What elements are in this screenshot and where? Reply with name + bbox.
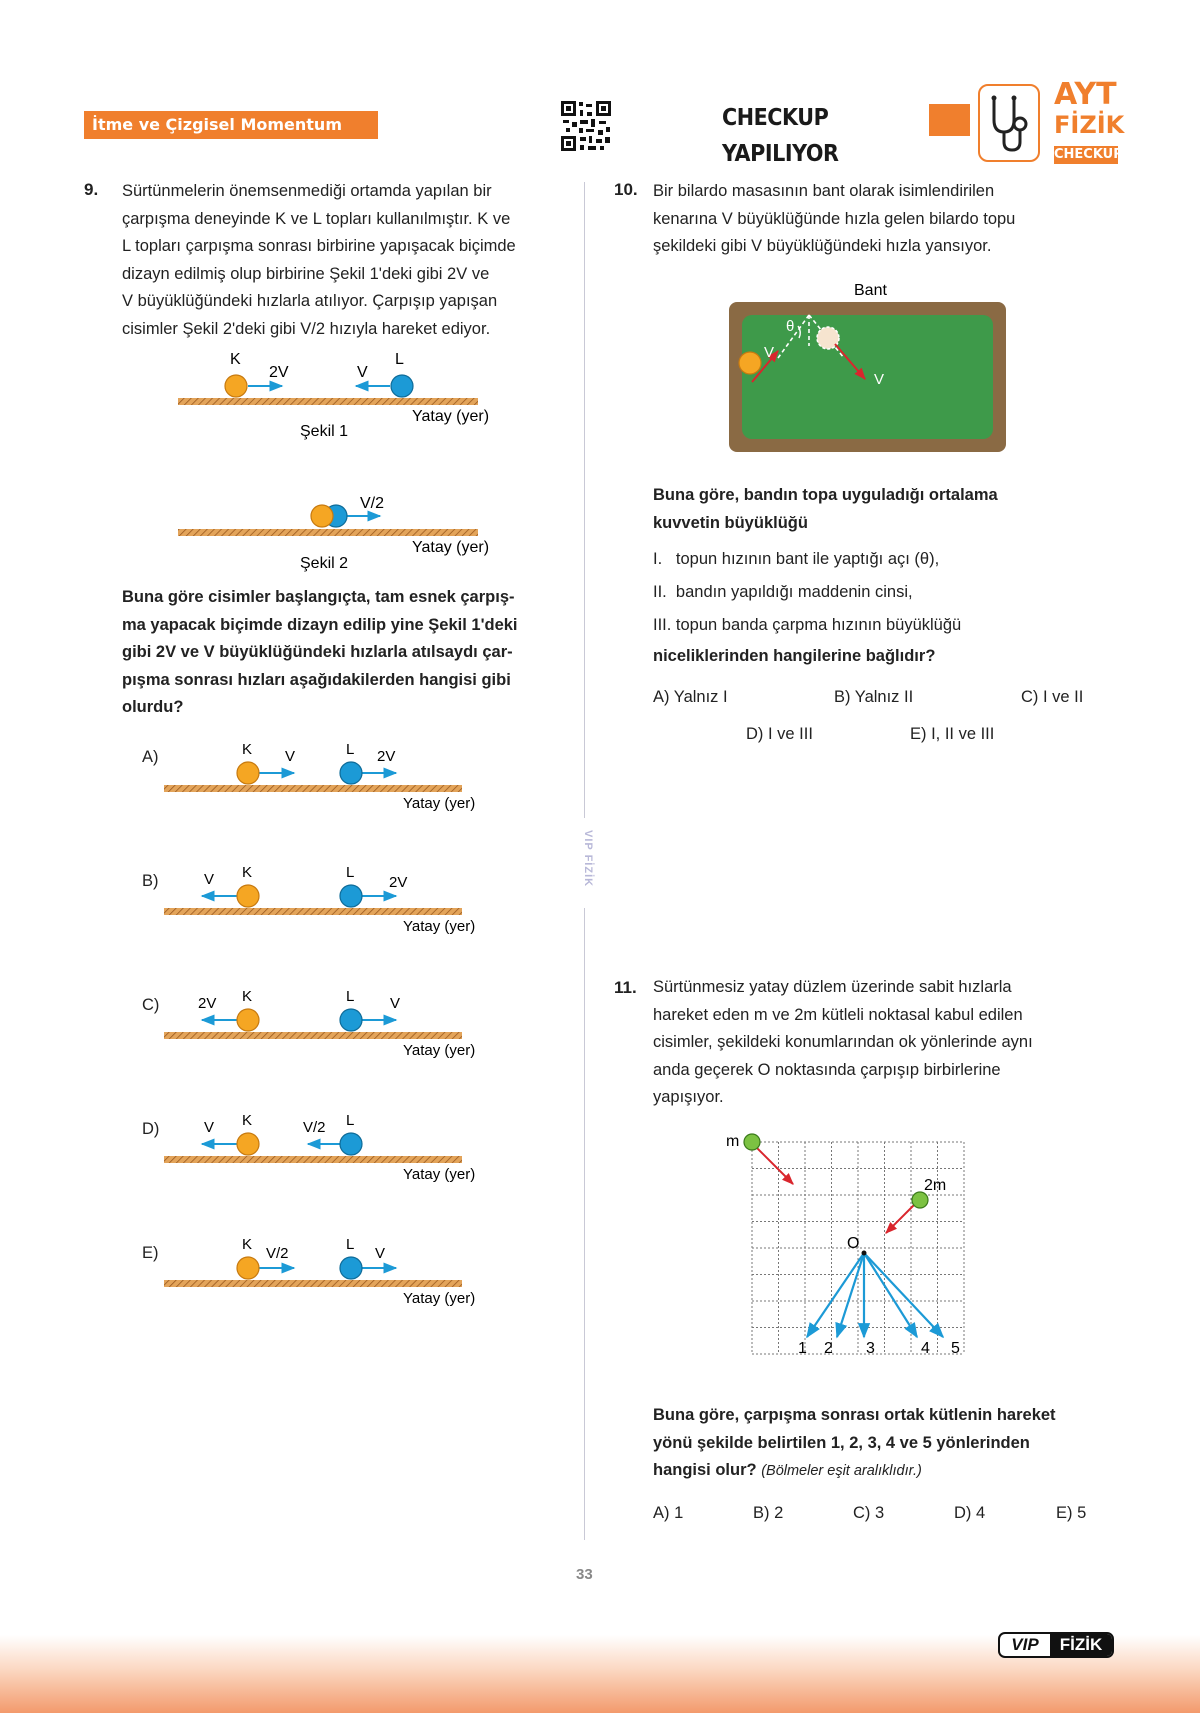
brand-fizik: FİZİK (1054, 111, 1125, 139)
footer-logo-fizik: FİZİK (1050, 1634, 1112, 1656)
ground (178, 398, 478, 405)
ball-k (237, 762, 259, 784)
q11-question-line: Buna göre, çarpışma sonrası ortak kütlenin hareket (653, 1406, 1056, 1424)
q10-items (653, 543, 1103, 642)
label-l: L (346, 988, 355, 1005)
q11-option-c[interactable]: C) 3 (853, 1504, 885, 1522)
label-velocity: 2V (269, 364, 289, 381)
label-l: L (346, 1112, 355, 1129)
label-k: K (230, 351, 241, 368)
ground-label: Yatay (yer) (403, 1042, 476, 1059)
label-velocity: V/2 (360, 495, 385, 512)
ground (164, 1156, 462, 1163)
q10-billiard-figure (720, 278, 1020, 478)
ground-label: Yatay (yer) (412, 408, 490, 425)
q10-line: Bir bilardo masasının bant olarak isimlendirilen (653, 182, 995, 200)
q11-grid-figure (720, 1128, 990, 1373)
q9-line: L topları çarpışma sonrası birbirine yapışacak biçimde (122, 237, 516, 255)
ground (164, 785, 462, 792)
q11-note: (Bölmeler eşit aralıklıdır.) (761, 1463, 922, 1479)
q10-line: kenarına V büyüklüğünde hızla gelen bilardo topu (653, 209, 1016, 228)
table-felt (742, 315, 993, 439)
ground-label: Yatay (yer) (403, 1290, 476, 1307)
ball-l (340, 1257, 362, 1279)
q9-question (122, 584, 567, 722)
ball-l (340, 1009, 362, 1031)
q9-option-a-figure[interactable] (160, 736, 490, 816)
q11-line: anda geçerek O noktasında çarpışıp birbirlerine (653, 1060, 1001, 1079)
label-l: L (346, 1236, 355, 1253)
stethoscope-box (978, 84, 1040, 162)
direction-arrow-5 (864, 1253, 943, 1337)
q9-line: çarpışma deneyinde K ve L topları kullanılmıştır. K ve (122, 209, 511, 228)
q11-question-end: hangisi olur? (653, 1461, 757, 1479)
q11-question-line: yönü şekilde belirtilen 1, 2, 3, 4 ve 5 yönlerinden (653, 1433, 1030, 1452)
cue-ball-orange (739, 352, 761, 374)
label-velocity: V/2 (303, 1119, 326, 1136)
figure-caption: Şekil 2 (300, 555, 349, 572)
column-divider-bottom (584, 908, 585, 1540)
q10-tail: niceliklerinden hangilerine bağlıdır? (653, 647, 936, 665)
q9-question-line: ma yapacak biçimde dizayn edilip yine Şekil 1'deki (122, 615, 518, 634)
footer-logo-vip: VIP (1011, 1635, 1039, 1654)
side-text: VIP FİZİK (582, 830, 594, 888)
q9-option-c-letter[interactable]: C) (142, 996, 160, 1014)
ball-k (237, 1257, 259, 1279)
brand-checkup: CHECKUP (1054, 147, 1123, 162)
velocity-out-label: V (874, 371, 885, 388)
label-l: L (395, 351, 404, 368)
q9-question-line: olurdu? (122, 698, 184, 716)
footer-logo (998, 1632, 1114, 1658)
q10-question-line: kuvvetin büyüklüğü (653, 513, 808, 532)
velocity-in-label: V (764, 344, 775, 361)
stethoscope-icon (980, 86, 1037, 159)
q9-option-b-figure[interactable] (160, 860, 490, 940)
label-velocity: V (390, 995, 401, 1012)
q9-number: 9. (84, 180, 99, 199)
q10-option-a[interactable]: A) Yalnız I (653, 688, 728, 706)
ground-label: Yatay (yer) (403, 918, 476, 935)
q11-option-e[interactable]: E) 5 (1056, 1504, 1087, 1522)
q10-option-d[interactable]: D) I ve III (746, 725, 813, 743)
m-velocity-arrow (752, 1143, 793, 1184)
q11-option-d[interactable]: D) 4 (954, 1504, 986, 1522)
q10-item: II. bandın yapıldığı maddenin cinsi, (653, 583, 913, 601)
ground (178, 529, 478, 536)
label-k: K (242, 1112, 253, 1129)
figure-caption: Şekil 1 (300, 423, 349, 440)
brand-ayt: AYT (1054, 77, 1117, 112)
ball-k (311, 505, 333, 527)
label-l: L (346, 741, 355, 758)
q11-line: cisimler, şekildeki konumlarından ok yönlerinde aynı (653, 1033, 1033, 1051)
ground (164, 1032, 462, 1039)
direction-arrow-1 (807, 1253, 864, 1337)
direction-label-4: 4 (921, 1340, 930, 1357)
checkup-title: CHECKUP YAPILIYOR (722, 100, 929, 136)
ground (164, 908, 462, 915)
ball-k (237, 1009, 259, 1031)
label-k: K (242, 741, 253, 758)
theta-label: θ (786, 318, 795, 335)
q10-line: şekildeki gibi V büyüklüğündeki hızla yansıyor. (653, 237, 992, 255)
q11-question-last-line (653, 1457, 1113, 1486)
q9-option-c-figure[interactable] (160, 984, 490, 1064)
label-velocity: V (285, 748, 296, 765)
direction-label-5: 5 (951, 1340, 960, 1357)
point-o (862, 1251, 867, 1256)
mass-2m (912, 1192, 928, 1208)
q11-line: yapışıyor. (653, 1088, 724, 1106)
q9-option-a-letter[interactable]: A) (142, 748, 159, 766)
direction-label-3: 3 (866, 1340, 875, 1357)
q11-question (653, 1402, 1113, 1486)
label-velocity: V (357, 364, 368, 381)
q9-line: V büyüklüğündeki hızlarla atılıyor. Çarpışıp yapışan (122, 292, 498, 310)
q9-option-e-figure[interactable] (160, 1232, 490, 1312)
label-velocity: 2V (377, 748, 396, 765)
topic-banner: İtme ve Çizgisel Momentum (84, 111, 378, 139)
ball-k (237, 1133, 259, 1155)
q11-number: 11. (614, 978, 637, 997)
ball-l (340, 885, 362, 907)
label-k: K (242, 988, 253, 1005)
direction-label-1: 1 (798, 1340, 807, 1357)
q11-line: Sürtünmesiz yatay düzlem üzerinde sabit hızlarla (653, 978, 1012, 996)
q9-line: cisimler Şekil 2'deki gibi V/2 hızıyla hareket ediyor. (122, 319, 491, 338)
q11-option-b[interactable]: B) 2 (753, 1504, 784, 1522)
q9-question-line: Buna göre cisimler başlangıçta, tam esnek çarpış- (122, 588, 515, 606)
q10-question (653, 482, 1103, 537)
q10-option-c[interactable]: C) I ve II (1021, 688, 1084, 706)
q10-number: 10. (614, 180, 638, 199)
page-number: 33 (576, 1566, 593, 1583)
label-k: K (242, 1236, 253, 1253)
label-velocity: V/2 (266, 1245, 289, 1262)
label-m: m (726, 1133, 740, 1150)
label-velocity: V (204, 1119, 215, 1136)
q10-option-e[interactable]: E) I, II ve III (910, 725, 995, 743)
mass-m (744, 1134, 760, 1150)
q10-item: III. topun banda çarpma hızının büyüklüğü (653, 616, 962, 634)
label-velocity: 2V (389, 874, 408, 891)
q9-question-line: gibi 2V ve V büyüklüğündeki hızlarla atılsaydı çar- (122, 643, 513, 661)
ball-l (391, 375, 413, 397)
q10-stem (653, 178, 1103, 261)
label-velocity: 2V (198, 995, 217, 1012)
q9-question-line: pışma sonrası hızları aşağıdakilerden hangisi gibi (122, 670, 511, 689)
q9-line: Sürtünmelerin önemsenmediği ortamda yapılan bir (122, 182, 492, 200)
q9-option-e-letter[interactable]: E) (142, 1244, 159, 1262)
q9-figure-2 (170, 488, 510, 578)
label-2m: 2m (924, 1177, 947, 1194)
ground-label: Yatay (yer) (403, 795, 476, 812)
label-o: O (847, 1235, 860, 1252)
ball-l (340, 1133, 362, 1155)
q10-item: I. topun hızının bant ile yaptığı açı (θ), (653, 550, 940, 568)
bant-label: Bant (854, 282, 887, 299)
q9-figure-1 (170, 348, 510, 448)
ball-l (340, 762, 362, 784)
q11-line: hareket eden m ve 2m kütleli noktasal kabul edilen (653, 1005, 1023, 1024)
q9-line: dizayn edilmiş olup birbirine Şekil 1'deki gibi 2V ve (122, 264, 490, 283)
q9-option-d-figure[interactable] (160, 1108, 490, 1188)
column-divider-top (584, 182, 585, 818)
ground-label: Yatay (yer) (412, 539, 490, 556)
q9-stem (122, 178, 562, 343)
qr-code-icon[interactable] (560, 100, 612, 152)
ball-k (225, 375, 247, 397)
label-velocity: V (204, 871, 215, 888)
direction-arrow-2 (837, 1253, 864, 1337)
direction-arrow-4 (864, 1253, 917, 1337)
ground-label: Yatay (yer) (403, 1166, 476, 1183)
direction-label-2: 2 (824, 1340, 833, 1357)
ground (164, 1280, 462, 1287)
q9-option-d-letter[interactable]: D) (142, 1120, 160, 1138)
ball-k (237, 885, 259, 907)
q10-question-line: Buna göre, bandın topa uyguladığı ortalama (653, 486, 998, 504)
q10-option-b[interactable]: B) Yalnız II (834, 688, 914, 706)
label-velocity: V (375, 1245, 386, 1262)
label-l: L (346, 864, 355, 881)
q11-option-a[interactable]: A) 1 (653, 1504, 684, 1522)
q9-option-b-letter[interactable]: B) (142, 872, 159, 890)
q11-stem (653, 974, 1103, 1112)
label-k: K (242, 864, 253, 881)
